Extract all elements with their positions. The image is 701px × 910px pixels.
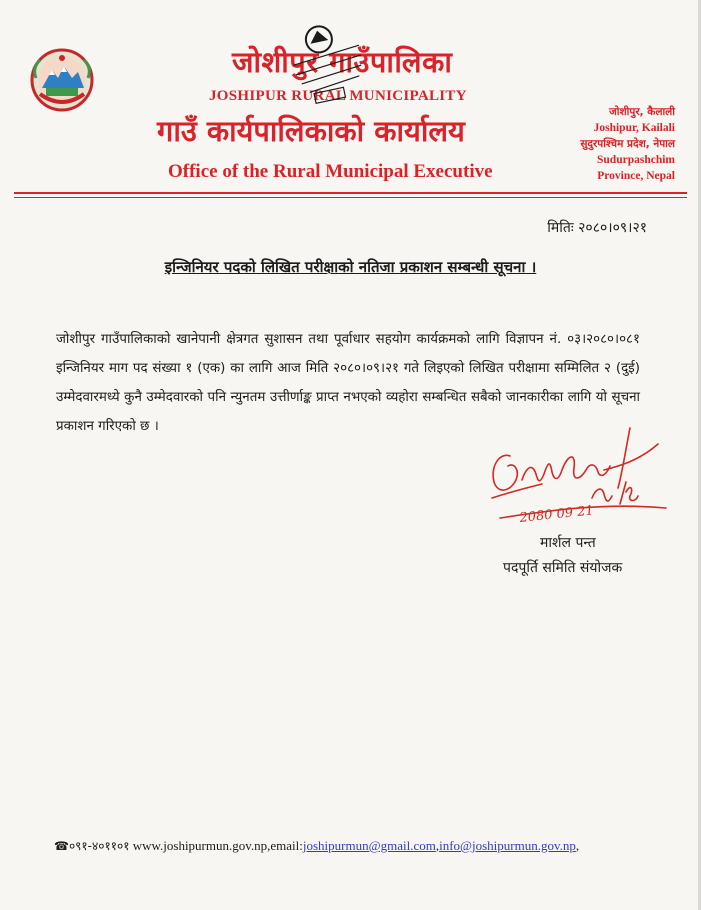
office-title-english: Office of the Rural Municipal Executive [168, 161, 493, 182]
nepal-emblem-icon [28, 48, 96, 112]
address-line: सुदुरपश्चिम प्रदेश, नेपाल [580, 138, 675, 150]
email-link-info[interactable]: info@joshipurmun.gov.np [439, 838, 576, 853]
address-line: जोशीपुर, कैलाली [608, 106, 675, 118]
office-stamp-icon [280, 18, 376, 108]
address-line: Province, Nepal [597, 170, 675, 182]
municipality-title-nepali: जोशीपुर गाउँपालिका [232, 45, 453, 79]
email-link-gmail[interactable]: joshipurmun@gmail.com [302, 838, 436, 853]
notice-date: मितिः २०८०।०९।२१ [547, 220, 647, 236]
signer-role: पदपूर्ति समिति संयोजक [503, 560, 623, 576]
municipality-title-english: JOSHIPUR RURAL MUNICIPALITY [209, 88, 467, 104]
footer-trailing: , [575, 838, 580, 853]
address-block [580, 104, 675, 184]
notice-subject: इन्जिनियर पदको लिखित परीक्षाको नतिजा प्रकाशन सम्बन्धी सूचना । [164, 258, 537, 276]
footer-website[interactable]: www.joshipurmun.gov.np,email: [132, 838, 303, 853]
footer-separator: , [435, 838, 440, 853]
footer-contact [54, 837, 579, 854]
notice-body: जोशीपुर गाउँपालिकाको खानेपानी क्षेत्रगत सुशासन तथा पूर्वाधार सहयोग कार्यक्रमको लागि विज्ञापन नं. ०३।२०८०।०८१ इन्जिनियर माग पद संख्या १ (एक) का लागि आज मिति २०८०।०९।२१ गते लिइएको लिखित परीक्षामा सम्मिलित २ (दुई) उम्मेदवारमध्ये कुनै उम्मेदवारको पनि न्युनतम उत्तीर्णाङ्क प्राप्त नभएको व्यहोरा सम्बन्धित सबैको जानकारीका लागि यो सूचना प्रकाशन गरिएको छ । [56, 332, 640, 434]
address-line: Sudurpashchim [597, 154, 675, 166]
handwritten-signature [480, 422, 670, 532]
header-divider-thin [14, 197, 687, 198]
address-line: Joshipur, Kailali [593, 122, 675, 134]
signer-name: मार्शल पन्त [540, 535, 596, 551]
office-title-nepali: गाउँ कार्यपालिकाको कार्यालय [157, 114, 465, 148]
header-divider [14, 192, 687, 194]
signature-date: 2080 09 21 [518, 503, 595, 526]
footer-phone: ☎०९१-४०११०१ [54, 839, 130, 853]
